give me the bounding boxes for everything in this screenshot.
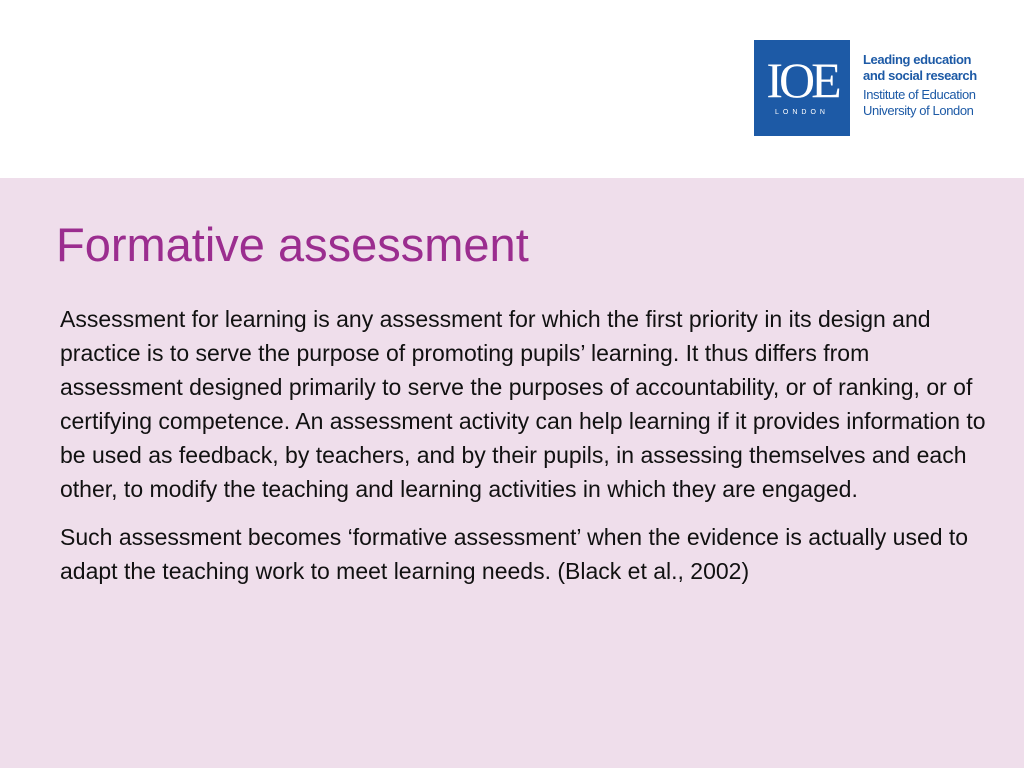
slide-title: Formative assessment: [56, 218, 529, 271]
slide-body: [60, 302, 990, 588]
slide-header: [0, 0, 1024, 178]
body-paragraph-2: Such assessment becomes ‘formative assessment’ when the evidence is actually used to adapt the teaching work to meet learning needs. (Black et al., 2002): [60, 524, 969, 584]
logo-institution-line-2: University of London: [863, 103, 974, 118]
logo-tagline-line-2: and social research: [863, 68, 977, 83]
logo-subtitle: LONDON: [775, 109, 829, 116]
ioe-logo: [754, 40, 850, 136]
logo-text: [863, 52, 1013, 119]
logo-letters: IOE: [766, 52, 838, 108]
logo-institution-line-1: Institute of Education: [863, 87, 976, 102]
slide-content: [0, 178, 1024, 768]
logo-tagline-line-1: Leading education: [863, 52, 972, 67]
body-paragraph-1: Assessment for learning is any assessment for which the first priority in its design and practice is to serve the purpose of promoting pupils’ learning. It thus differs from assessment designed primarily to serve the purposes of accountability, or of ranking, or of certifying competence. An assessment activity can help learning if it provides information to be used as feedback, by teachers, and by their pupils, in assessing themselves and each other, to modify the teaching and learning activities in which they are engaged.: [60, 306, 986, 502]
